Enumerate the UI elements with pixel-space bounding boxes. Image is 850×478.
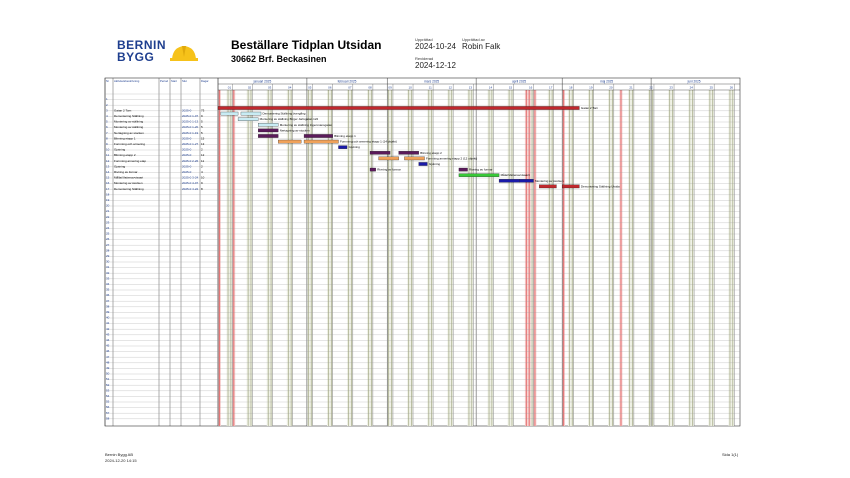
activity-start: 2025-0 — [182, 164, 192, 169]
row-number: 11 — [106, 153, 110, 158]
created-by-label: Upprättad av — [462, 37, 485, 42]
row-number: 38 — [106, 304, 110, 309]
activity-duration: 13 — [201, 142, 205, 146]
activity-desc: Rivning av formar — [114, 170, 138, 174]
created-value: 2024-10-24 — [415, 42, 456, 51]
gantt-bar — [241, 112, 261, 115]
row-number: 20 — [106, 203, 110, 208]
activity-start: 2025-0 1-13 — [182, 119, 199, 124]
activity-duration: 9 — [201, 114, 203, 118]
week-number: 07 — [348, 85, 352, 90]
row-number: 53 — [106, 388, 110, 393]
row-number: 15 — [106, 175, 110, 180]
footer-company: Bernin Bygg AB — [105, 452, 134, 457]
activity-start: 2025-0 1-07 — [182, 114, 199, 118]
bar-label: Gjutning — [348, 145, 360, 150]
week-number: 17 — [549, 85, 553, 90]
row-number: 4 — [106, 114, 108, 118]
activity-desc: Montering av stocken — [114, 181, 143, 186]
activity-desc: Blinning etapp 1 — [114, 136, 136, 141]
week-number: 16 — [528, 85, 533, 90]
month-label: juni 2025 — [687, 79, 701, 84]
activity-start: 2025-0 — [182, 147, 192, 152]
week-number: 04 — [288, 85, 292, 90]
gantt-bar — [338, 146, 347, 149]
week-number: 19 — [589, 85, 593, 90]
bar-label: Blinning etapp 2 — [420, 150, 442, 155]
activity-duration: 2 — [201, 147, 203, 152]
row-number: 18 — [106, 192, 110, 197]
gantt-bar — [539, 185, 556, 188]
activity-desc: Demontering Ställning — [114, 186, 144, 191]
row-number: 42 — [106, 326, 110, 331]
month-label: mars 2025 — [424, 79, 440, 84]
revised-label: Reviderad — [415, 56, 434, 61]
activity-duration: 10 — [201, 175, 205, 180]
activity-duration: 15 — [201, 136, 205, 141]
bar-label: Montering av stocken — [534, 178, 564, 183]
revised-value: 2024-12-12 — [415, 61, 456, 70]
row-number: 1 — [106, 97, 108, 102]
row-number: 2 — [106, 102, 108, 107]
row-number: 43 — [106, 332, 110, 337]
activity-start: 2025-0 4-22 — [182, 186, 199, 191]
row-number: 49 — [106, 366, 110, 370]
activity-duration: 5 — [201, 119, 203, 124]
week-number: 02 — [247, 85, 252, 90]
activity-start: 2025-0 3-24 — [182, 175, 199, 180]
row-number: 27 — [106, 242, 110, 247]
bar-label: Demontering Ställning Utsida — [580, 184, 620, 189]
row-number: 47 — [106, 354, 110, 359]
row-number: 14 — [106, 170, 110, 174]
bar-label: Rivning av formar — [469, 167, 493, 172]
row-number: 9 — [106, 142, 108, 146]
row-number: 36 — [106, 293, 110, 298]
row-number: 57 — [106, 410, 110, 415]
activity-start: 2025-0 1-20 — [182, 125, 199, 130]
created-by-value: Robin Falk — [462, 42, 501, 51]
week-number: 11 — [428, 85, 432, 90]
gantt-bar — [304, 134, 333, 137]
gantt-bar — [218, 106, 579, 109]
gantt-bar — [399, 151, 419, 154]
activity-desc: Gatan 2 Torn — [114, 108, 132, 113]
week-number: 14 — [488, 85, 493, 90]
activity-duration: 11 — [201, 158, 205, 163]
week-number: 21 — [629, 85, 633, 90]
row-number: 10 — [106, 147, 110, 152]
gantt-bar — [459, 174, 499, 177]
week-number: 13 — [468, 85, 473, 90]
row-number: 7 — [106, 130, 108, 135]
bar-label: Formning och armering etapp 1 (14 objekt) — [339, 139, 397, 144]
gantt-bar — [459, 168, 468, 171]
footer-page: Sida 1(1) — [722, 452, 739, 457]
week-number: 22 — [649, 85, 653, 90]
footer-company-block — [105, 452, 137, 464]
gantt-bar — [419, 162, 428, 165]
row-number: 5 — [106, 119, 108, 124]
row-number: 39 — [106, 310, 110, 314]
activity-desc: Mållat/Vattenavvisaari — [114, 175, 144, 180]
column-header: Start — [171, 79, 177, 83]
row-number: 32 — [106, 270, 110, 275]
week-number: 01 — [227, 85, 232, 90]
row-number: 37 — [106, 298, 110, 303]
gantt-bar — [258, 129, 278, 132]
activity-desc: Formning och armering — [114, 142, 146, 146]
activity-start: 2025-0 1-27 — [182, 142, 199, 146]
month-label: maj 2025 — [600, 79, 614, 84]
week-number: 03 — [267, 85, 272, 90]
week-number: 20 — [609, 85, 613, 90]
bar-label: Rivning av formar — [377, 167, 401, 172]
week-number: 05 — [308, 85, 312, 90]
activity-start: 2025-0 — [182, 153, 192, 158]
row-number: 19 — [106, 198, 110, 202]
row-number: 56 — [106, 405, 110, 410]
bar-label: Gatan 2 Torn — [580, 106, 599, 110]
week-number: 23 — [669, 85, 673, 90]
bar-label: Gjutning — [428, 162, 441, 166]
activity-desc: Demontering Ställning — [114, 114, 144, 118]
gantt-bar — [499, 179, 519, 182]
row-number: 16 — [106, 181, 110, 186]
activity-duration: 5 — [201, 130, 203, 135]
activity-duration: 9 — [201, 181, 203, 186]
row-number: 23 — [106, 220, 110, 225]
activity-desc: Blinning etapp 2 — [114, 153, 136, 158]
footer-datetime: 2024-12-20 14:15 — [105, 458, 137, 463]
bar-label: Nertagning av stocken — [279, 128, 310, 133]
logo-line2: BYGG — [117, 50, 155, 64]
gantt-bar — [519, 179, 533, 182]
project-subtitle: 30662 Brf. Beckasinen — [231, 54, 327, 64]
row-number: 30 — [106, 259, 110, 264]
row-number: 40 — [106, 315, 110, 320]
gantt-bar — [370, 168, 376, 171]
row-number: 45 — [106, 343, 110, 348]
gantt-bar — [278, 140, 301, 143]
row-number: 26 — [106, 237, 110, 242]
created-label: Upprättad — [415, 37, 433, 42]
month-label: januari 2025 — [253, 79, 272, 84]
activity-start: 2025-0 4-07 — [182, 181, 199, 186]
activity-desc: Montering av ställning — [114, 119, 144, 124]
row-number: 41 — [106, 321, 110, 326]
activity-duration: 8 — [201, 186, 203, 191]
week-number: 12 — [448, 85, 452, 90]
bar-label: Blinning etapp 1 — [334, 134, 356, 138]
row-number: 34 — [106, 282, 110, 286]
row-number: 58 — [106, 416, 110, 421]
gantt-bar — [370, 151, 390, 154]
row-number: 35 — [106, 287, 110, 292]
week-number: 06 — [328, 85, 332, 90]
activity-start: 2025-0 — [182, 136, 192, 141]
row-number: 6 — [106, 125, 108, 130]
row-number: 55 — [106, 399, 110, 404]
week-number: 08 — [368, 85, 372, 90]
week-number: 26 — [729, 85, 734, 90]
bar-label: Formning armering etapp 2 (12 objekt) — [426, 156, 478, 161]
month-label: april 2025 — [512, 79, 527, 84]
row-number: 52 — [106, 382, 110, 387]
week-number: 18 — [569, 85, 573, 90]
column-header: Aktivitetsbeskrivning — [114, 79, 140, 83]
activity-duration: 5 — [201, 125, 203, 130]
bar-label: Målat/Vattenavvisaarit — [500, 173, 530, 178]
activity-desc: Nertagning av stocken — [114, 130, 144, 135]
gantt-bar — [221, 112, 238, 115]
activity-start: 2025-0 2-26 — [182, 158, 199, 163]
activity-duration: 2 — [201, 164, 203, 169]
row-number: 46 — [106, 349, 110, 354]
row-number: 54 — [106, 394, 110, 398]
row-number: 22 — [106, 214, 110, 219]
month-label: februari 2025 — [337, 79, 357, 84]
gantt-bar — [562, 185, 579, 188]
week-number: 24 — [689, 85, 693, 90]
activity-duration: 12 — [201, 153, 205, 158]
row-number: 17 — [106, 186, 110, 191]
row-number: 8 — [106, 136, 108, 141]
row-number: 13 — [106, 164, 110, 169]
gantt-bar — [238, 118, 258, 121]
week-number: 10 — [408, 85, 412, 90]
row-number: 31 — [106, 265, 110, 270]
row-number: 21 — [106, 209, 110, 214]
column-header: Slut — [182, 79, 187, 83]
week-number: 09 — [388, 85, 392, 90]
activity-duration: 73 — [201, 108, 205, 113]
gantt-bar — [258, 123, 278, 126]
page-title: Beställare Tidplan Utsidan — [231, 38, 382, 52]
row-number: 25 — [106, 231, 110, 236]
gantt-bar — [258, 134, 278, 137]
row-number: 48 — [106, 360, 110, 365]
column-header: Period — [160, 79, 169, 83]
gantt-bar — [379, 157, 399, 160]
row-number: 3 — [106, 108, 108, 113]
gantt-bar — [404, 157, 424, 160]
row-number: 44 — [106, 338, 110, 342]
activity-desc: Gjutning — [114, 164, 126, 169]
activity-start: 2025-0 1-19 — [182, 130, 199, 135]
row-number: 51 — [106, 377, 110, 382]
gantt-bar — [304, 140, 338, 143]
week-number: 25 — [709, 85, 713, 90]
activity-start: 2025-0 — [182, 170, 192, 174]
bar-label: Demontering Ställning övergång — [262, 111, 306, 116]
row-number: 33 — [106, 276, 110, 281]
column-header: Dagar — [201, 79, 209, 83]
activity-desc: Formning armering etap — [114, 158, 147, 163]
row-number: 50 — [106, 371, 110, 376]
bar-label: Montering av ställning Birger Jarlsgatan 122 — [259, 117, 319, 122]
activity-duration: 4 — [201, 170, 203, 174]
activity-start: 2025-0 — [182, 108, 192, 113]
logo-line1: BERNIN — [117, 38, 167, 52]
row-number: 24 — [106, 226, 110, 230]
column-header: Nr — [106, 79, 109, 83]
week-number: 15 — [508, 85, 513, 90]
row-number: 29 — [106, 254, 110, 258]
bar-label: Montering av ställning Ingenmansgatan — [279, 122, 333, 127]
row-number: 28 — [106, 248, 110, 253]
activity-desc: Gjutning — [114, 147, 126, 152]
row-number: 12 — [106, 158, 110, 163]
activity-desc: Montering av ställning — [114, 125, 144, 130]
